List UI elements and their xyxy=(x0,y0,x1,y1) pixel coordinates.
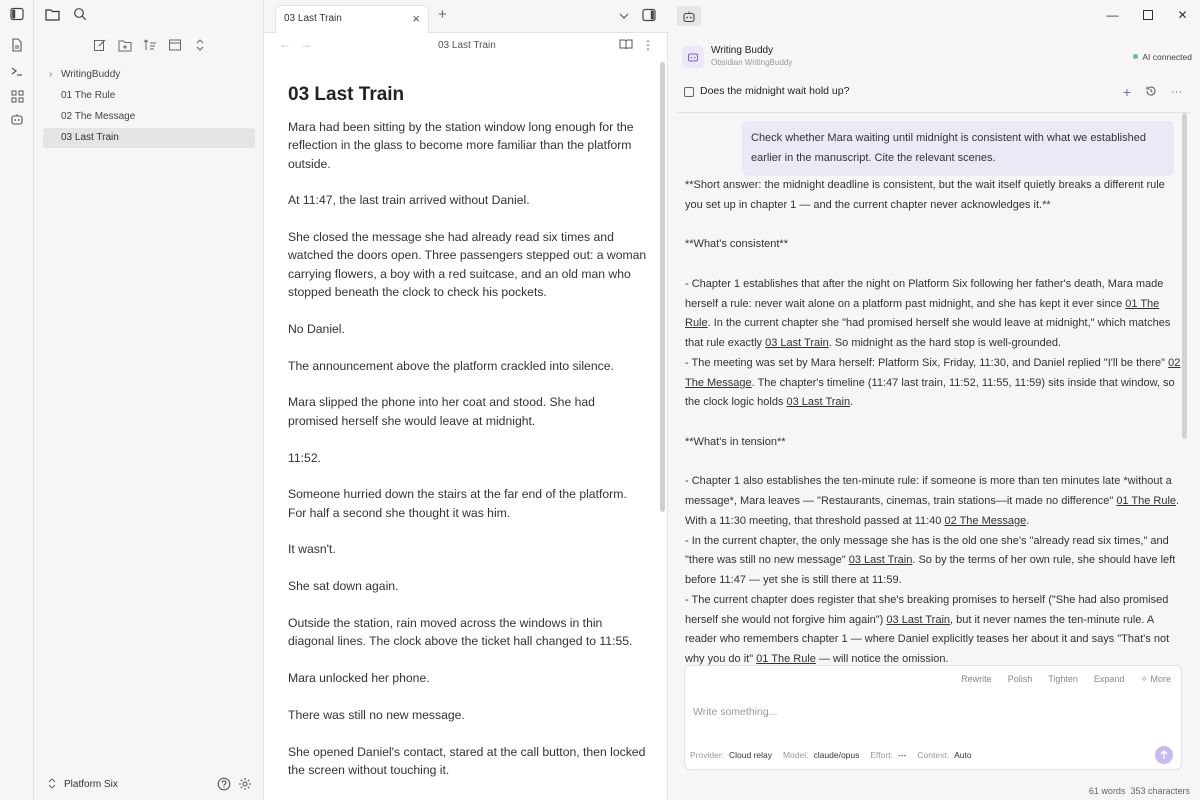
help-icon[interactable] xyxy=(217,777,231,794)
tree-item-label: 01 The Rule xyxy=(61,90,116,101)
bot-icon[interactable] xyxy=(677,6,701,26)
tree-item-label: 03 Last Train xyxy=(61,132,119,143)
writing-buddy-panel xyxy=(668,0,1200,800)
chevron-updown-icon xyxy=(48,778,56,792)
send-button[interactable] xyxy=(1155,746,1173,764)
note-link[interactable]: 01 The Rule xyxy=(685,297,1160,330)
document-title: 03 Last Train xyxy=(288,84,405,105)
rewrite-button[interactable]: Rewrite xyxy=(961,674,992,684)
reply-heading: **What's in tension** xyxy=(685,435,786,448)
arrow-right-icon[interactable]: → xyxy=(300,37,312,51)
book-open-icon[interactable] xyxy=(619,38,633,53)
note-link[interactable]: 01 The Rule xyxy=(756,653,816,665)
connection-status xyxy=(1133,52,1192,62)
paragraph: Outside the station, rain moved across the windows in thin diagonal lines. The clock above the ticket hall changed to 11:55. xyxy=(288,616,633,649)
window-controls xyxy=(1095,0,1200,30)
status-dot xyxy=(1133,54,1138,59)
composer-settings xyxy=(690,750,978,760)
paragraph: She opened Daniel's contact, stared at the call button, then locked the screen without touching it. xyxy=(288,744,646,778)
paragraph: Someone hurried down the stairs at the far end of the platform. For half a second she thought it was him. xyxy=(288,487,627,520)
file-tree xyxy=(43,65,255,149)
sort-icon[interactable] xyxy=(142,37,158,53)
close-window-icon[interactable]: ✕ xyxy=(1177,8,1188,22)
chat-subtitle: Obsidian WritingBuddy xyxy=(711,58,793,67)
more-label: More xyxy=(1150,674,1171,684)
file-explorer-actions xyxy=(92,37,208,53)
new-folder-icon[interactable] xyxy=(117,37,133,53)
assistant-avatar xyxy=(682,46,704,68)
more-options-icon[interactable]: ⋮ xyxy=(642,38,654,52)
reply-text: . The chapter's timeline (11:47 last train, 11:52, 11:55, 11:59) sits inside that window, so the clock logic holds xyxy=(685,376,1175,409)
document[interactable] xyxy=(288,84,648,798)
gear-icon[interactable] xyxy=(238,777,252,794)
reply-short-answer: **Short answer: the midnight deadline is consistent, but the wait itself quietly breaks a different rule you set up in chapter 1 — and the current chapter never acknowledges it.** xyxy=(685,179,1165,211)
context-label: Context: xyxy=(917,750,950,760)
tab-03-last-train[interactable] xyxy=(275,5,429,34)
bot-icon[interactable] xyxy=(9,111,25,127)
close-icon[interactable]: × xyxy=(412,11,420,26)
folder-icon[interactable] xyxy=(44,6,60,22)
paragraph: Mara had been sitting by the station window long enough for the reflection in the glass to become more familiar than the platform outside. xyxy=(288,120,634,171)
view-title: 03 Last Train xyxy=(438,40,496,51)
editor-scrollbar[interactable] xyxy=(660,62,665,512)
reply-bullet xyxy=(685,275,1185,354)
word-count-characters: 353 characters xyxy=(1130,786,1190,796)
sparkle-icon: ✧ xyxy=(1140,674,1148,684)
conversation-title-row[interactable] xyxy=(684,83,1180,103)
reply-text: . So midnight as the hard stop is well-grounded. xyxy=(828,337,1062,349)
paragraph: It wasn't. xyxy=(288,542,336,557)
search-icon[interactable] xyxy=(72,6,88,22)
sidebar-toggle-icon[interactable] xyxy=(9,6,25,22)
provider-select[interactable]: Cloud relay xyxy=(729,750,773,760)
quick-actions xyxy=(961,674,1171,685)
assistant-message xyxy=(685,176,1185,690)
editor-pane xyxy=(264,0,668,800)
reply-bullet xyxy=(685,591,1185,670)
history-icon[interactable] xyxy=(1145,85,1157,100)
paragraph: She sat down again. xyxy=(288,579,399,594)
collapse-view-icon[interactable] xyxy=(167,37,183,53)
provider-label: Provider: xyxy=(690,750,725,760)
effort-select[interactable]: --- xyxy=(897,750,907,760)
file-explorer xyxy=(34,0,264,800)
reply-text: . With a 11:30 meeting, that threshold passed at 11:40 xyxy=(685,495,1180,527)
reply-bullet xyxy=(685,354,1185,413)
conversation-title: Does the midnight wait hold up? xyxy=(700,85,850,97)
note-link[interactable]: 03 Last Train xyxy=(786,396,851,409)
new-tab-icon[interactable]: + xyxy=(438,6,447,23)
conversation-actions xyxy=(1123,80,1182,104)
tighten-button[interactable]: Tighten xyxy=(1048,674,1078,684)
chat-header xyxy=(682,42,1192,72)
right-sidebar-toggle-icon[interactable] xyxy=(642,8,656,25)
tree-item-label: 02 The Message xyxy=(61,111,136,122)
paragraph: 11:52. xyxy=(288,450,321,465)
model-select[interactable]: claude/opus xyxy=(813,750,860,760)
maximize-icon[interactable] xyxy=(1130,0,1165,30)
chevron-down-icon[interactable] xyxy=(619,9,629,23)
paragraph: No Daniel. xyxy=(288,321,345,336)
composer xyxy=(684,665,1182,770)
ribbon xyxy=(0,0,34,800)
paragraph: She closed the message she had already read six times and watched the doors open. Three passengers stepped out: a woman carrying flowers, a boy with a red suitcase, and an old man who stopped beneath the clock to check his pockets. xyxy=(288,230,647,300)
reply-text: - The meeting was set by Mara herself: Platform Six, Friday, 11:30, and Daniel replied "I'll be there" xyxy=(685,356,1166,369)
model-label: Model: xyxy=(783,750,809,760)
chevron-right-icon: › xyxy=(49,69,53,80)
reply-text: — will notice the omission. xyxy=(815,653,949,665)
note-link[interactable]: 02 The Message xyxy=(685,356,1181,389)
new-note-icon[interactable] xyxy=(92,37,108,53)
conversation-checkbox-icon xyxy=(684,87,694,97)
tree-file-02-the-message[interactable] xyxy=(43,107,255,127)
note-link[interactable]: 03 Last Train xyxy=(765,337,829,349)
paragraph: Mara slipped the phone into her coat and stood. She had promised herself she would leave at midnight. xyxy=(288,395,595,428)
tab-title: 03 Last Train xyxy=(284,13,342,24)
paragraph: There was still no new message. xyxy=(288,707,465,722)
more-icon[interactable]: ··· xyxy=(1171,86,1182,98)
expand-button[interactable]: Expand xyxy=(1093,674,1125,684)
paragraph: Mara unlocked her phone. xyxy=(288,671,430,686)
paragraph: At 11:47, the last train arrived without Daniel. xyxy=(288,193,530,208)
file-icon[interactable] xyxy=(9,37,25,53)
user-message: Check whether Mara waiting until midnight is consistent with what we established earlier in the manuscript. Cite the relevant scenes. xyxy=(742,121,1174,176)
grid-icon[interactable] xyxy=(9,88,25,104)
message-list[interactable] xyxy=(668,113,1200,665)
tree-file-01-the-rule[interactable] xyxy=(43,86,255,106)
word-count-words: 61 words xyxy=(1088,786,1126,796)
note-link[interactable]: 03 Last Train xyxy=(886,613,950,626)
more-actions-button[interactable] xyxy=(1140,674,1171,685)
reply-text: . So by the terms of her own rule, she should have left before 11:47 — yet she is still there at 11:59. xyxy=(685,554,1176,586)
terminal-icon[interactable] xyxy=(9,63,25,79)
note-link[interactable]: 01 The Rule xyxy=(1116,495,1177,507)
note-link[interactable]: 03 Last Train xyxy=(848,554,913,567)
reply-text: . In the current chapter she "had promised herself she would leave at midnight," which matches that rule exactly xyxy=(685,317,1171,349)
view-header xyxy=(264,33,668,57)
expand-collapse-icon[interactable] xyxy=(192,37,208,53)
reply-text: - The current chapter does register that she's breaking promises to herself ("She had also promised herself she would not forgive him again") xyxy=(685,593,1169,626)
arrow-left-icon[interactable]: ← xyxy=(279,37,291,51)
status-text: AI connected xyxy=(1142,52,1192,62)
new-chat-icon[interactable]: + xyxy=(1122,84,1131,100)
reply-text: . xyxy=(850,396,854,409)
note-link[interactable]: 02 The Message xyxy=(944,514,1027,527)
minimize-icon[interactable]: — xyxy=(1106,8,1119,22)
tree-folder-writingbuddy[interactable] xyxy=(43,65,255,85)
tree-item-label: WritingBuddy xyxy=(61,69,121,80)
reply-bullet xyxy=(685,472,1185,531)
vault-name[interactable]: Platform Six xyxy=(64,779,118,790)
vault-switcher[interactable] xyxy=(34,770,264,800)
word-count xyxy=(1084,786,1190,796)
reply-text: - In the current chapter, the only message she has is the old one she's "already read six times," and "there was still no new message" xyxy=(685,534,1169,567)
effort-label: Effort: xyxy=(870,750,893,760)
sidebar-top-icons xyxy=(44,6,88,22)
paragraph: The announcement above the platform crackled into silence. xyxy=(288,358,614,373)
context-select[interactable]: Auto xyxy=(954,750,972,760)
chat-title: Writing Buddy xyxy=(711,45,774,56)
reply-text: - Chapter 1 establishes that after the night on Platform Six following her father's death, Mara made herself a rule: never wait alone on a platform past midnight, and she has kept it ever since xyxy=(685,277,1164,310)
reply-text: . xyxy=(1026,514,1030,527)
reply-heading: **What's consistent** xyxy=(685,238,788,251)
reply-bullet xyxy=(685,532,1185,591)
reply-text: - Chapter 1 also establishes the ten-minute rule: if someone is more than ten minutes late *without a message*, Mara leaves — "Restaurants, cinemas, train stations—it made no difference" xyxy=(685,475,1172,507)
tab-bar xyxy=(264,0,668,33)
reply-text: , but it never names the ten-minute rule. A reader who remembers chapter 1 — where Daniel explicitly teases her about it and says "That's not why you do it" xyxy=(685,613,1170,665)
tree-file-03-last-train[interactable] xyxy=(43,128,255,148)
chat-scrollbar[interactable] xyxy=(1182,113,1187,439)
message-input[interactable] xyxy=(693,702,1173,722)
polish-button[interactable]: Polish xyxy=(1007,674,1033,684)
